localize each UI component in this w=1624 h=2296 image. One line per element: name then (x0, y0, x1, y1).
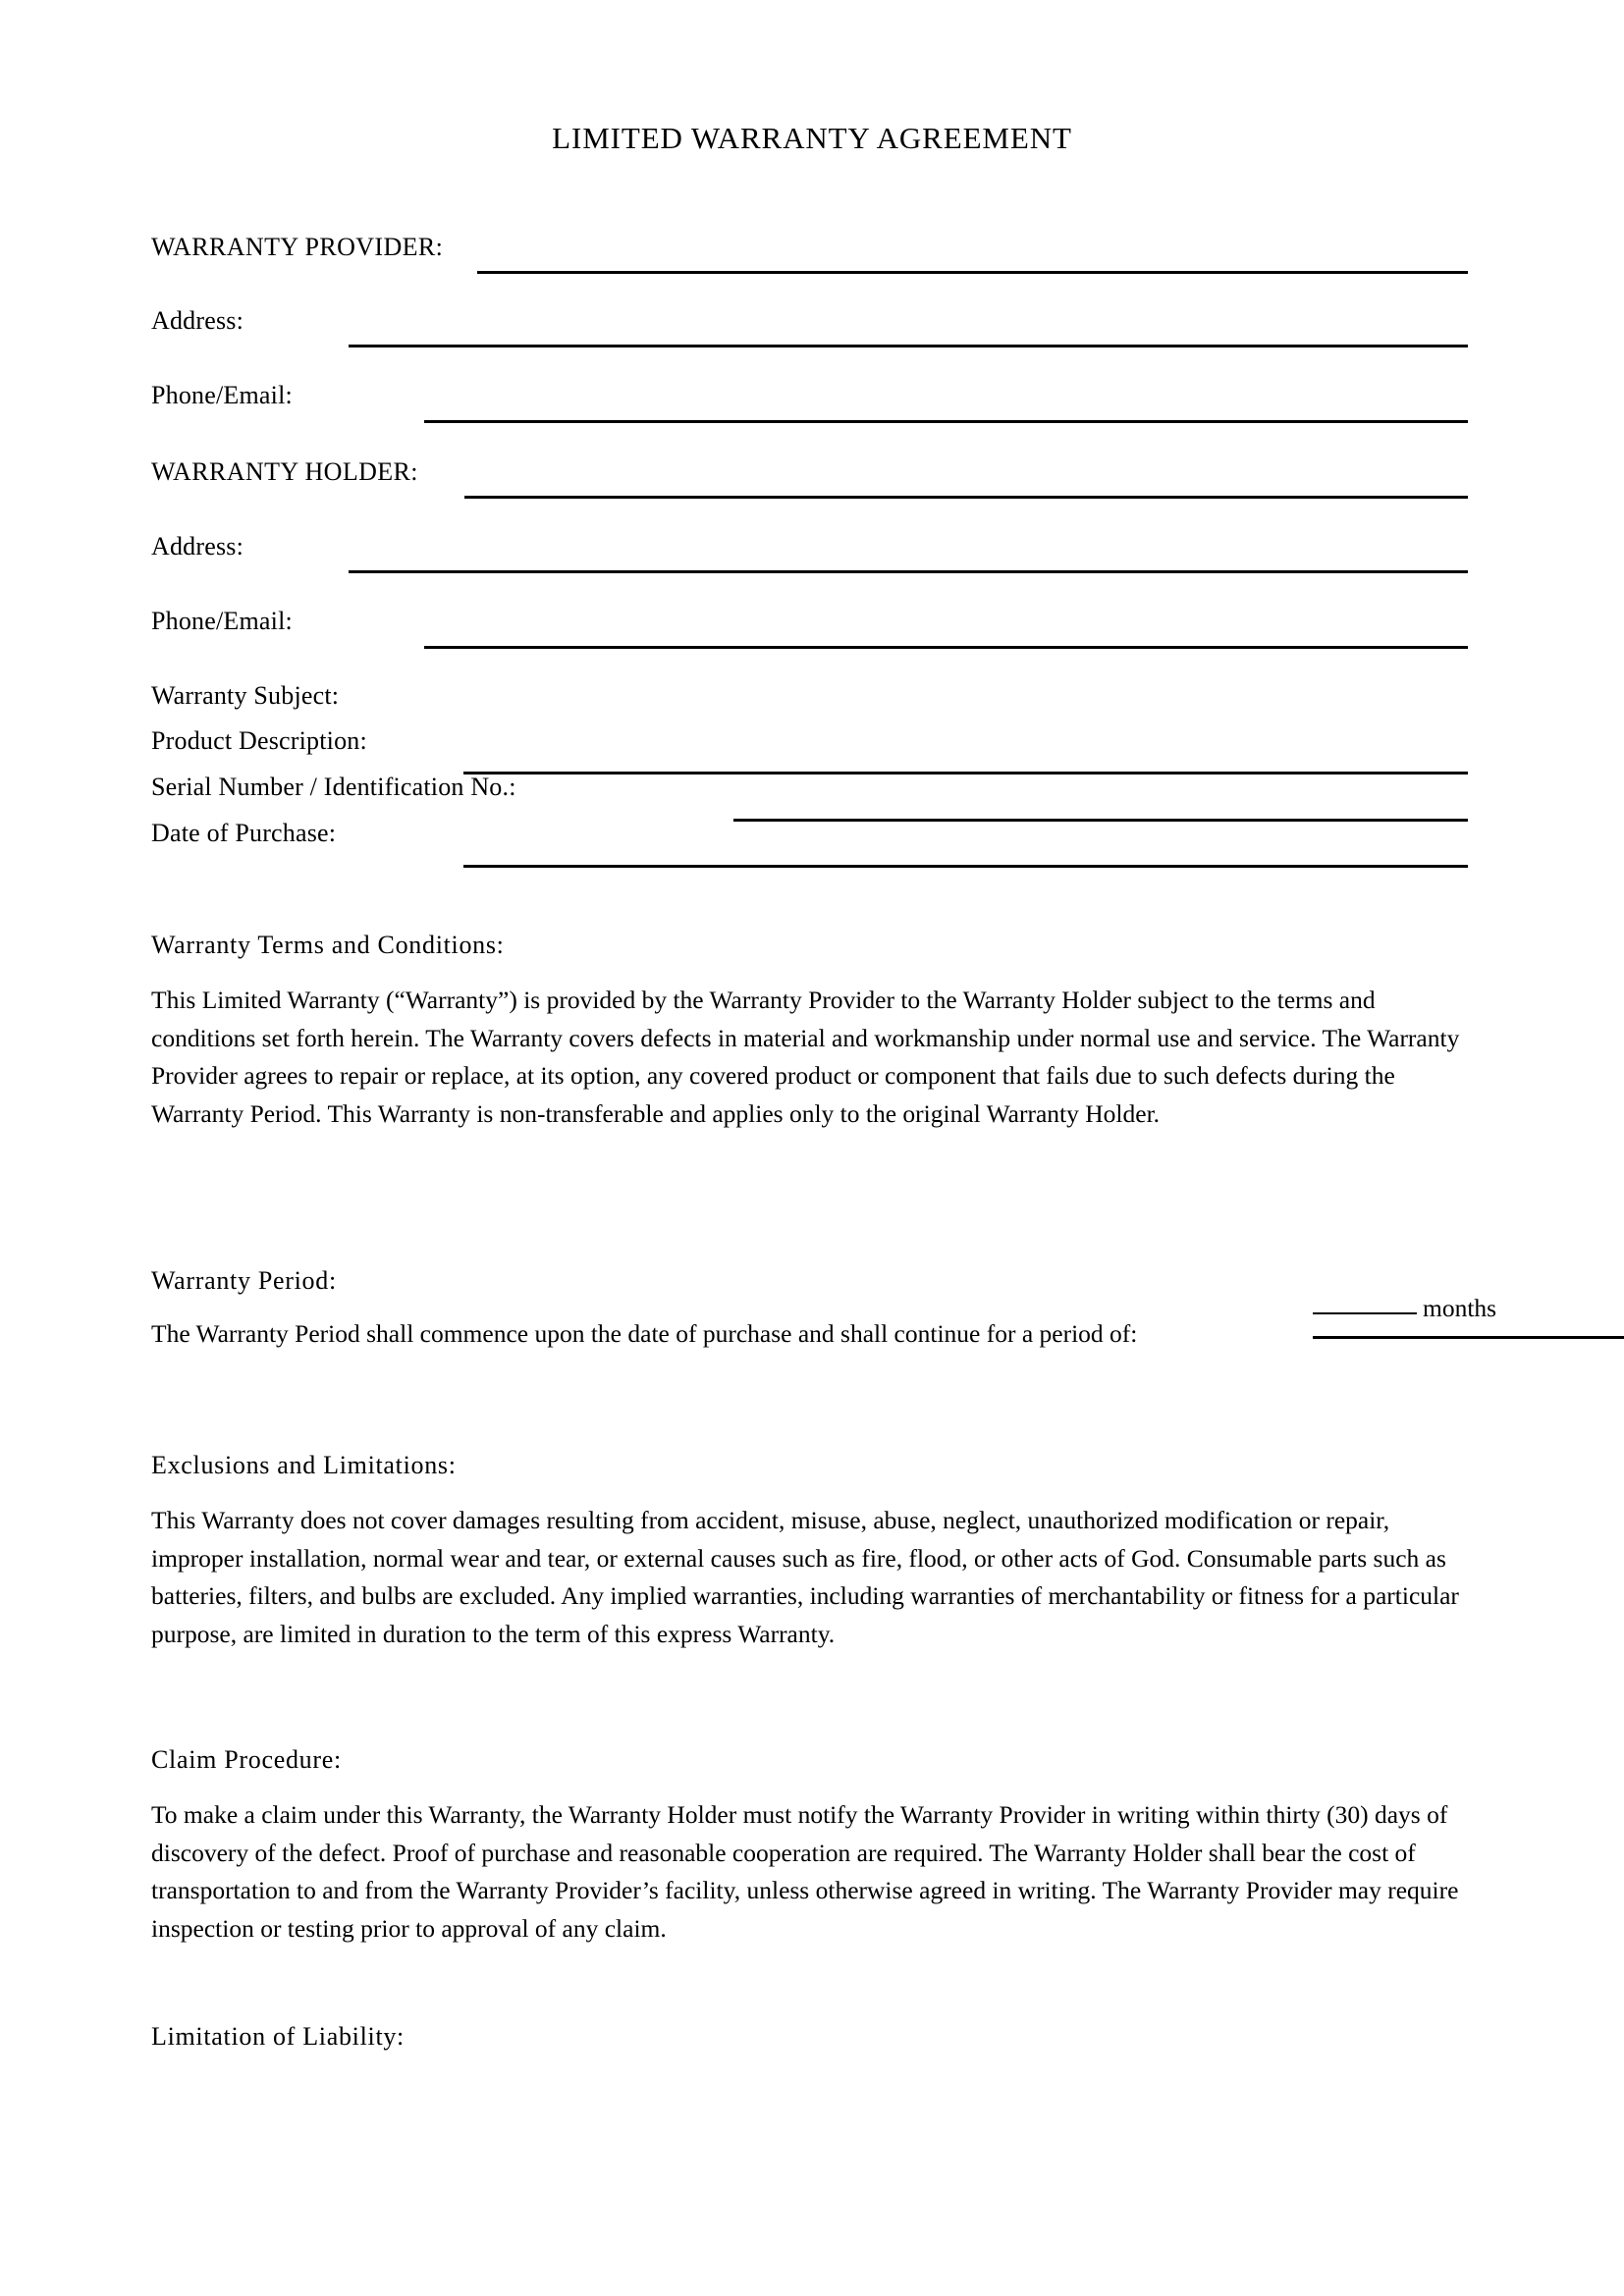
field-input-holder-address[interactable] (349, 570, 1468, 573)
field-input-warranty-provider[interactable] (477, 271, 1468, 274)
field-input-provider-address[interactable] (349, 345, 1468, 347)
heading-warranty-period: Warranty Period: (151, 1266, 337, 1295)
paragraph-exclusions: This Warranty does not cover damages resulting from accident, misuse, abuse, neglect, unauthorized modification or repair, improper installation, normal wear and tear, or external causes such as fire, flood, or other acts of God. Consumable parts such as batteries, filters, and bulbs are excluded. Any implied warranties, including warranties of merchantability or fitness for a particular purpose, are limited in duration to the term of this express Warranty. (151, 1506, 1459, 1648)
page-title: LIMITED WARRANTY AGREEMENT (552, 121, 1072, 155)
field-label: Phone/Email: (151, 607, 293, 635)
field-input-provider-phone-email[interactable] (424, 420, 1468, 423)
field-input-product-description[interactable] (463, 772, 1468, 774)
heading-limitation-of-liability: Limitation of Liability: (151, 2022, 405, 2051)
field-label: Address: (151, 532, 244, 561)
field-input-serial-number[interactable] (733, 819, 1468, 822)
field-label: Serial Number / Identification No.: (151, 773, 516, 801)
paragraph-claim-procedure: To make a claim under this Warranty, the Warranty Holder must notify the Warranty Provider in writing within thirty (30) days of discovery of the defect. Proof of purchase and reasonable cooperation are required. The Warranty Holder shall bear the cost of transportation to and from the Warranty Provider’s facility, unless otherwise agreed in writing. The Warranty Provider may require inspection or testing prior to approval of any claim. (151, 1800, 1459, 1943)
field-label: Phone/Email: (151, 381, 293, 409)
field-input-warranty-holder[interactable] (464, 496, 1468, 499)
months-unit-label: months (1423, 1294, 1497, 1322)
heading-warranty-terms: Warranty Terms and Conditions: (151, 931, 505, 959)
field-label: Date of Purchase: (151, 819, 337, 847)
paragraph-warranty-terms: This Limited Warranty (“Warranty”) is provided by the Warranty Provider to the Warranty Holder subject to the terms and conditions set forth herein. The Warranty covers defects in material and workmanship under normal use and service. The Warranty Provider agrees to repair or replace, at its option, any covered product or component that fails due to such defects during the Warranty Period. This Warranty is non-transferable and applies only to the original Warranty Holder. (151, 986, 1460, 1128)
field-label: Address: (151, 306, 244, 335)
heading-claim-procedure: Claim Procedure: (151, 1745, 342, 1774)
warranty-period-duration (1313, 1294, 1496, 1323)
field-label: WARRANTY HOLDER: (151, 457, 418, 486)
field-label: WARRANTY PROVIDER: (151, 233, 444, 261)
field-input-date-of-purchase[interactable] (463, 865, 1468, 868)
field-label: Warranty Subject: (151, 681, 340, 710)
field-input-holder-phone-email[interactable] (424, 646, 1468, 649)
paragraph-warranty-period: The Warranty Period shall commence upon the date of purchase and shall continue for a period of: (151, 1319, 1138, 1348)
field-label: Product Description: (151, 726, 367, 755)
warranty-period-rule (1313, 1336, 1624, 1339)
field-input-warranty-months[interactable] (1313, 1312, 1417, 1314)
heading-exclusions: Exclusions and Limitations: (151, 1451, 457, 1479)
